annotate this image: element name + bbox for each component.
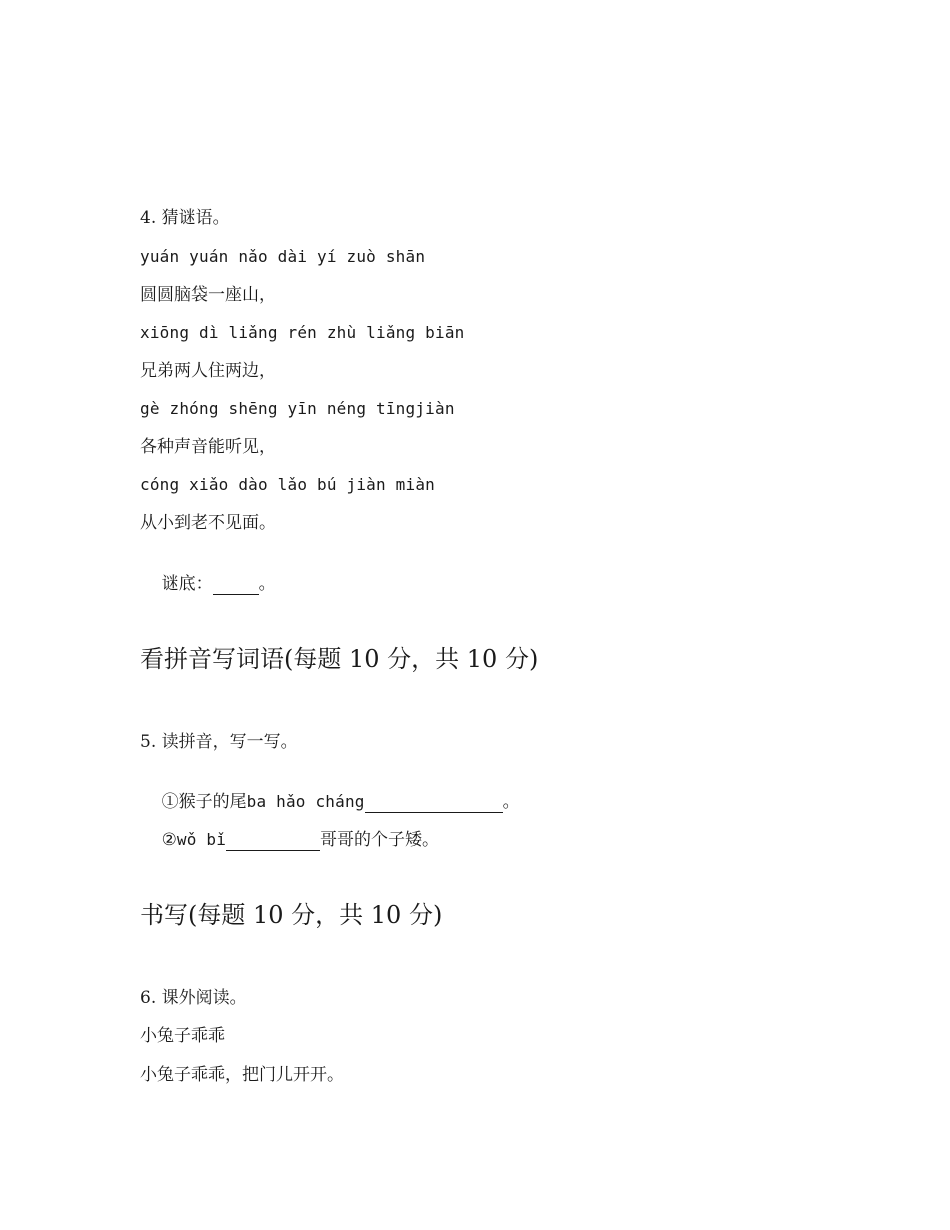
q4-pinyin-line-1: yuán yuán nǎo dài yí zuò shān (140, 247, 426, 266)
q4-text-line-1: 圆圆脑袋一座山， (140, 285, 276, 305)
q4-text-line-4: 从小到老不见面。 (140, 513, 276, 533)
q4-text-line-2: 兄弟两人住两边， (140, 361, 276, 381)
q4-answer-line (140, 551, 276, 617)
q4-title: 4. 猜谜语。 (140, 208, 230, 228)
q6-passage-title: 小兔子乖乖 (140, 1026, 225, 1046)
q4-answer-label: 谜底： (161, 574, 213, 594)
q4-answer-blank[interactable] (213, 576, 259, 595)
q5-item-1-pinyin: ba hǎo cháng (246, 792, 365, 811)
q4-pinyin-line-2: xiōng dì liǎng rén zhù liǎng biān (140, 323, 465, 342)
q4-pinyin-line-4: cóng xiǎo dào lǎo bú jiàn miàn (140, 475, 435, 494)
q6-passage-line-1: 小兔子乖乖，把门儿开开。 (140, 1065, 344, 1085)
q6-title: 6. 课外阅读。 (140, 988, 247, 1008)
q5-item-1-end: 。 (502, 792, 520, 812)
q5-item-1-prefix: ①猴子的尾 (161, 792, 247, 812)
section-heading-pinyin: 看拼音写词语(每题 10 分，共 10 分) (140, 645, 539, 673)
q5-item-2-pinyin: wǒ bǐ (176, 830, 227, 849)
q4-text-line-3: 各种声音能听见， (140, 437, 276, 457)
q4-pinyin-line-3: gè zhóng shēng yīn néng tīngjiàn (140, 399, 455, 418)
q5-item-2-suffix: 哥哥的个子矮。 (320, 830, 440, 850)
q5-item-2 (140, 807, 439, 873)
q5-item-2-prefix: ② (161, 830, 177, 850)
q4-answer-end: 。 (258, 574, 276, 594)
q5-title: 5. 读拼音，写一写。 (140, 732, 298, 752)
section-heading-writing: 书写(每题 10 分，共 10 分) (140, 901, 443, 929)
q5-item-2-blank[interactable] (226, 832, 320, 851)
